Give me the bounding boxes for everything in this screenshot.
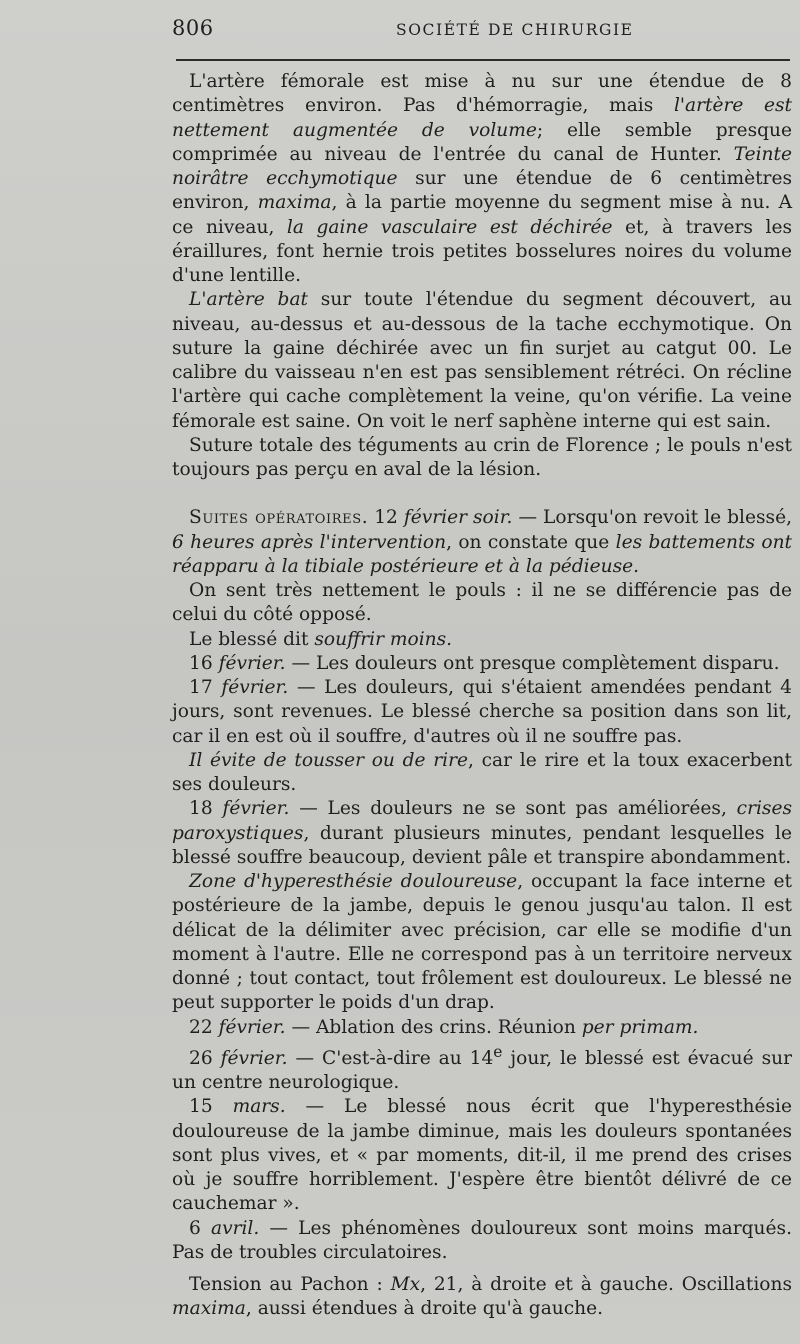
paragraph <box>172 1095 792 1216</box>
italic-run: février. <box>222 798 290 820</box>
text-run: jour, le blessé est évacué sur un centre neurologique. <box>172 1047 792 1094</box>
paragraph <box>172 797 792 870</box>
text-run: 18 <box>189 798 223 820</box>
italic-run: maxima <box>172 1298 246 1320</box>
italic-run: février soir. <box>403 507 513 529</box>
paragraph <box>172 1016 792 1040</box>
text-run: 6 <box>189 1217 211 1239</box>
text-run: , occupant la face interne et postérieure de la jambe, depuis le genou jusqu'au talon. Il est délicat de la délimiter avec précision, car elle se modifie d'un moment à l'autre. Elle ne correspond pas à un territoire nerveux donné ; tout contact, tout frôlement est douloureux. Le blessé ne peut supporter le poids d'un drap. <box>172 871 792 1014</box>
text-run: 22 <box>189 1016 219 1038</box>
italic-run: Il évite de tousser ou de rire <box>189 749 468 771</box>
text-run: , car le rire et la toux exacerbent ses douleurs. <box>172 749 792 795</box>
text-run: Le blessé dit <box>189 628 315 650</box>
text-run: On sent très nettement le pouls : il ne se différencie pas de celui du côté opposé. <box>172 580 792 626</box>
paragraph <box>172 1217 792 1266</box>
paragraph <box>172 579 792 628</box>
italic-run: Teinte noirâtre ecchymotique <box>172 143 792 189</box>
text-run: — Les douleurs ne se sont pas améliorées, <box>289 798 737 820</box>
text-run: — C'est-à-dire au 14 <box>287 1047 494 1069</box>
italic-run: l'artère est nettement augmentée de volume <box>172 95 792 141</box>
paragraph <box>172 652 792 676</box>
text-run: Suture totale des téguments au crin de Florence ; le pouls n'est toujours pas perçu en aval de la lésion. <box>172 434 792 480</box>
paragraph <box>172 434 792 483</box>
superscript: e <box>493 1042 503 1061</box>
text-run: — Ablation des crins. Réunion <box>285 1016 582 1038</box>
text-run: 12 <box>368 507 404 529</box>
italic-run: per primam. <box>581 1016 699 1038</box>
text-run: ; elle semble presque comprimée au niveau de l'entrée du canal de Hunter. <box>172 119 792 165</box>
italic-run: février. <box>220 1047 288 1069</box>
text-run: — Les douleurs ont presque complètement disparu. <box>285 652 780 674</box>
paragraph <box>172 288 792 434</box>
italic-run: février. <box>218 652 286 674</box>
italic-run: souffrir moins. <box>314 628 453 650</box>
italic-run: la gaine vasculaire est déchirée <box>286 216 613 238</box>
italic-run: mars. <box>232 1096 286 1118</box>
paragraph <box>172 70 792 288</box>
page-header <box>172 16 792 46</box>
italic-run: les battements ont réapparu à la tibiale postérieure et à la pédieuse. <box>172 531 793 577</box>
italic-run: maxima <box>257 192 332 214</box>
text-run: , durant plusieurs minutes, pendant lesquelles le blessé souffre beaucoup, devient pâle et transpire abondamment. <box>172 822 792 868</box>
paragraph <box>172 1273 792 1322</box>
text-run: L'artère fémorale est mise à nu sur une étendue de 8 centimètres environ. Pas d'hémorragie, mais <box>172 71 792 117</box>
text-run: et, à travers les éraillures, font hernie trois petites bosselures noires du volume d'une lentille. <box>172 216 792 286</box>
paragraph <box>172 749 792 798</box>
text-run: 15 <box>189 1096 233 1118</box>
section-heading: Suites opératoires. <box>189 507 369 529</box>
paragraph <box>172 870 792 1016</box>
text-run: 26 <box>189 1047 221 1069</box>
page-number: 806 <box>172 16 214 40</box>
text-run: sur toute l'étendue du segment découvert, au niveau, au-dessus et au-dessous de la tache ecchymotique. On suture la gaine déchirée avec un fin surjet au catgut 00. Le calibre du vaisseau n'en est pas sensiblement rétréci. On récline l'artère qui cache complètement la veine, qu'on vérifie. La veine fémorale est saine. On voit le nerf saphène interne qui est sain. <box>172 289 793 432</box>
paragraph <box>172 1040 792 1096</box>
text-run: sur une étendue de 6 centimètres environ, <box>172 168 792 214</box>
text-run: Tension au Pachon : <box>189 1274 391 1296</box>
paragraph <box>172 628 792 652</box>
italic-run: Mx <box>390 1274 421 1296</box>
text-run: , on constate que <box>446 531 616 553</box>
text-run: , aussi étendues à droite qu'à gauche. <box>245 1298 604 1320</box>
italic-run: février. <box>218 1016 286 1038</box>
paragraph <box>172 506 792 579</box>
italic-run: crises paroxystiques <box>172 798 792 844</box>
text-run: 17 <box>189 677 222 698</box>
text-run: — Les douleurs, qui s'étaient amendées pendant 4 jours, sont revenues. Le blessé cherche sa position dans son lit, car il en est où il souffre, d'autres où il ne souffre pas. <box>172 677 792 747</box>
italic-run: 6 heures après l'intervention <box>172 531 447 553</box>
text-run: , 21, à droite et à gauche. Oscillations <box>420 1274 792 1296</box>
italic-run: février. <box>221 677 289 698</box>
italic-run: avril. <box>210 1217 260 1239</box>
italic-run: L'artère bat <box>189 289 309 311</box>
paragraph <box>172 676 792 749</box>
text-run: — Le blessé nous écrit que l'hyperesthésie douloureuse de la jambe diminue, mais les douleurs spontanées sont plus vives, et « par moments, dit-il, il me prend des crises où je souffre horriblement. J'espère être bientôt délivré de ce cauchemar ». <box>172 1096 792 1215</box>
running-title: SOCIÉTÉ DE CHIRURGIE <box>396 21 634 39</box>
italic-run: Zone d'hyperesthésie douloureuse <box>189 871 518 892</box>
text-run: 16 <box>189 652 219 674</box>
header-rule <box>176 59 790 61</box>
text-run: — Les phénomènes douloureux sont moins marqués. Pas de troubles circulatoires. <box>172 1217 792 1263</box>
body-text <box>172 70 792 1322</box>
text-run: , à la partie moyenne du segment mise à nu. A ce niveau, <box>172 192 793 238</box>
text-run: — Lorsqu'on revoit le blessé, <box>512 507 793 529</box>
